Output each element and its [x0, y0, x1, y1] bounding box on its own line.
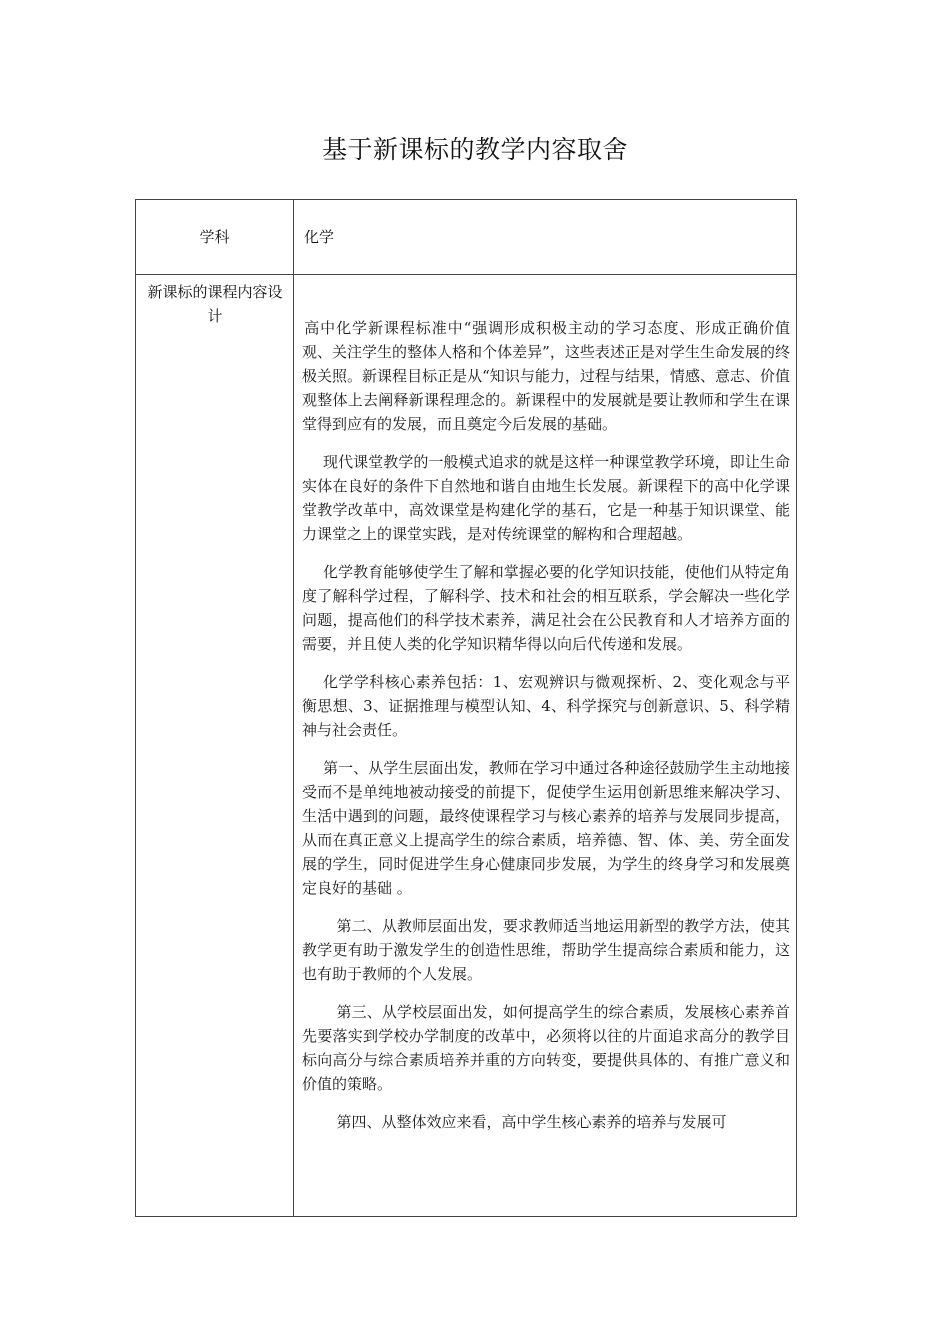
design-label: 新课标的课程内容设计 [147, 283, 283, 325]
content-paragraph-5: 第一、从学生层面出发，教师在学习中通过各种途径鼓励学生主动地接受而不是单纯地被动接受的前提下，促使学生运用创新思维来解决学习、生活中遇到的问题，最终使课程学习与核心素养的培养与发展同步提高，从而在真正意义上提高学生的综合素质，培养德、智、体、美、劳全面发展的学生，同时促进学生身心健康同步发展，为学生的终身学习和发展奠定良好的基础 。 [302, 759, 790, 897]
content-paragraph-3: 化学教育能够使学生了解和掌握必要的化学知识技能，使他们从特定角度了解科学过程，了解科学、技术和社会的相互联系，学会解决一些化学问题，提高他们的科学技术素养，满足社会在公民教育和人才培养方面的需要，并且使人类的化学知识精华得以向后代传递和发展。 [302, 563, 790, 653]
subject-value: 化学 [304, 228, 335, 246]
subject-row [136, 200, 796, 275]
course-design-table [135, 199, 797, 1217]
content-paragraph-8: 第四、从整体效应来看，高中学生核心素养的培养与发展可 [336, 1113, 727, 1131]
content-paragraph-7: 第三、从学校层面出发，如何提高学生的综合素质，发展核心素养首先要落实到学校办学制度的改革中，必须将以往的片面追求高分的教学目标向高分与综合素质培养并重的方向转变，要提供具体的、有推广意义和价值的策略。 [302, 1003, 790, 1093]
page-title: 基于新课标的教学内容取舍 [321, 135, 628, 164]
content-paragraph-4: 化学学科核心素养包括：1、宏观辨识与微观探析、2、变化观念与平衡思想、3、证据推理与模型认知、4、科学探究与创新意识、5、科学精神与社会责任。 [302, 673, 790, 739]
content-paragraph-1: 高中化学新课程标准中“强调形成积极主动的学习态度、形成正确价值观、关注学生的整体人格和个体差异”，这些表述正是对学生生命发展的终极关照。新课程目标正是从“知识与能力，过程与结果，情感、意志、价值观整体上去阐释新课程理念的。新课程中的发展就是要让教师和学生在课堂得到应有的发展，而且奠定今后发展的基础。 [302, 319, 790, 433]
design-content [302, 316, 790, 1216]
content-paragraph-2: 现代课堂教学的一般模式追求的就是这样一种课堂教学环境，即让生命实体在良好的条件下自然地和谐自由地生长发展。新课程下的高中化学课堂教学改革中，高效课堂是构建化学的基石，它是一种基于知识课堂、能力课堂之上的课堂实践，是对传统课堂的解构和合理超越。 [302, 453, 790, 543]
subject-label: 学科 [199, 228, 230, 246]
column-divider [293, 200, 294, 1216]
content-paragraph-6: 第二、从教师层面出发，要求教师适当地运用新型的教学方法，使其教学更有助于激发学生的创造性思维，帮助学生提高综合素质和能力，这也有助于教师的个人发展。 [302, 917, 790, 983]
